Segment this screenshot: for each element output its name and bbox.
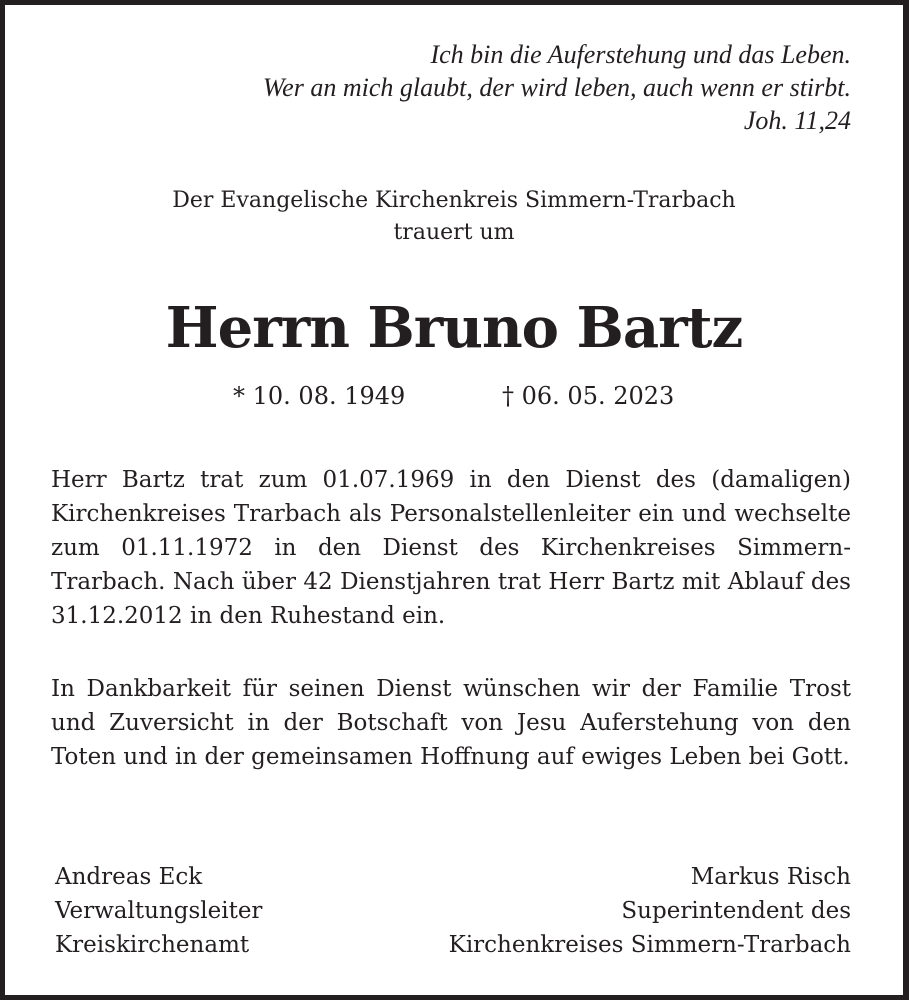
signer-title: Superintendent des bbox=[621, 898, 851, 924]
death-date: † 06. 05. 2023 bbox=[502, 382, 675, 410]
intro-line: trauert um bbox=[393, 220, 515, 245]
paragraph: In Dankbarkeit für seinen Dienst wünschen wir der Familie Trost und Zuversicht in der Botschaft von Jesu Auferstehung von den Toten und in der gemeinsamen Hoffnung auf ewiges Leben bei Gott. bbox=[51, 676, 851, 770]
signature-left bbox=[55, 860, 262, 962]
signer-title: Verwaltungsleiter bbox=[55, 898, 263, 924]
birth-date: * 10. 08. 1949 bbox=[233, 382, 406, 410]
quote-reference: Joh. 11,24 bbox=[743, 106, 851, 135]
quote-line: Wer an mich glaubt, der wird leben, auch wenn er stirbt. bbox=[262, 73, 851, 102]
quote-line: Ich bin die Auferstehung und das Leben. bbox=[430, 40, 851, 69]
signer-org: Kreiskirchenamt bbox=[55, 932, 250, 958]
signer-name: Markus Risch bbox=[690, 864, 851, 890]
signer-name: Andreas Eck bbox=[55, 864, 203, 890]
intro-line: Der Evangelische Kirchenkreis Simmern-Trarbach bbox=[172, 188, 736, 213]
bible-quote bbox=[263, 38, 851, 137]
signature-right bbox=[449, 860, 851, 962]
intro bbox=[5, 185, 903, 249]
deceased-name: Herrn Bruno Bartz bbox=[165, 295, 743, 361]
paragraph: Herr Bartz trat zum 01.07.1969 in den Dienst des (damaligen) Kirchenkreises Trarbach als Personalstellenleiter ein und wechselte zum 01.11.1972 in den Dienst des Kirchenkreises Simmern-Trarbach. Nach über 42 Dienstjahren trat Herr Bartz mit Ablauf des 31.12.2012 in den Ruhestand ein. bbox=[51, 467, 851, 629]
signer-org: Kirchenkreises Simmern-Trarbach bbox=[448, 932, 851, 958]
